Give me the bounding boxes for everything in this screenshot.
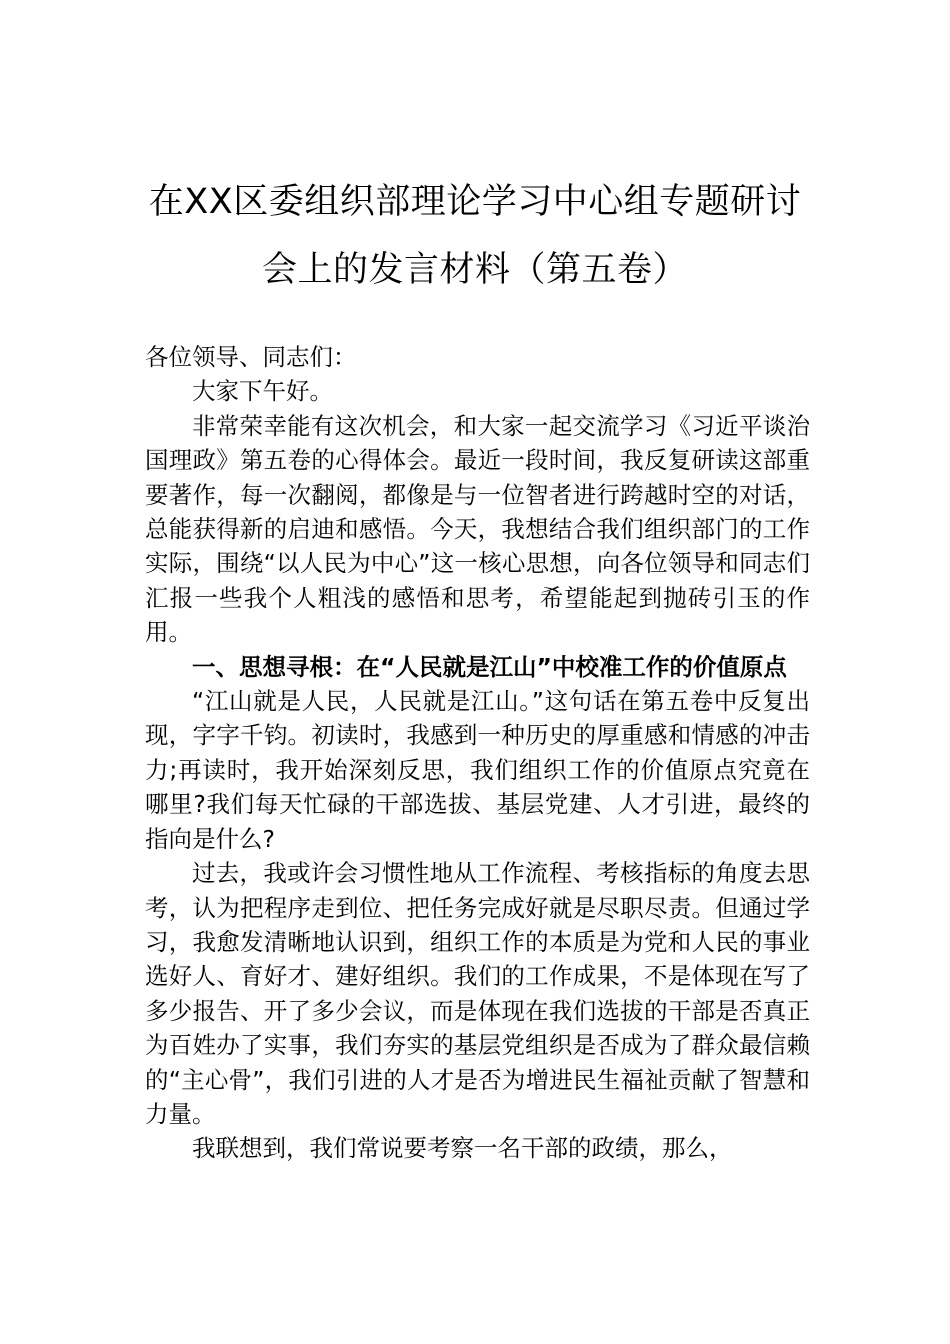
paragraph-2: 过去，我或许会习惯性地从工作流程、考核指标的角度去思考，认为把程序走到位、把任务完成好就是尽职尽责。但通过学习，我愈发清晰地认识到，组织工作的本质是为党和人民的事业选好人、育好才、建好组织。我们的工作成果，不是体现在写了多少报告、开了多少会议，而是体现在我们选拔的干部是否真正为百姓办了实事，我们夯实的基层党组织是否成为了群众最信赖的“主心骨”，我们引进的人才是否为增进民生福祉贡献了智慧和力量。 (145, 859, 810, 1128)
section-heading-1: 一、思想寻根：在“人民就是江山”中校准工作的价值原点 (192, 652, 787, 681)
document-title-line-1: 在XX区委组织部理论学习中心组专题研讨 (148, 182, 802, 222)
document-body (145, 340, 810, 1166)
greeting: 大家下午好。 (192, 377, 333, 406)
salutation: 各位领导、同志们： (145, 343, 357, 371)
intro-paragraph: 非常荣幸能有这次机会，和大家一起交流学习《习近平谈治国理政》第五卷的心得体会。最近一段时间，我反复研读这部重要著作，每一次翻阅，都像是与一位智者进行跨越时空的对话，总能获得新的启迪和感悟。今天，我想结合我们组织部门的工作实际，围绕“以人民为中心”这一核心思想，向各位领导和同志们汇报一些我个人粗浅的感悟和思考，希望能起到抛砖引玉的作用。 (145, 411, 810, 647)
paragraph-1: “江山就是人民，人民就是江山。”这句话在第五卷中反复出现，字字千钧。初读时，我感到一种历史的厚重感和情感的冲击力;再读时，我开始深刻反思，我们组织工作的价值原点究竟在哪里?我们每天忙碌的干部选拔、基层党建、人才引进，最终的指向是什么? (145, 687, 810, 853)
document-title-line-2: 会上的发言材料（第五卷） (261, 250, 688, 290)
paragraph-3: 我联想到，我们常说要考察一名干部的政绩，那么， (192, 1134, 733, 1163)
